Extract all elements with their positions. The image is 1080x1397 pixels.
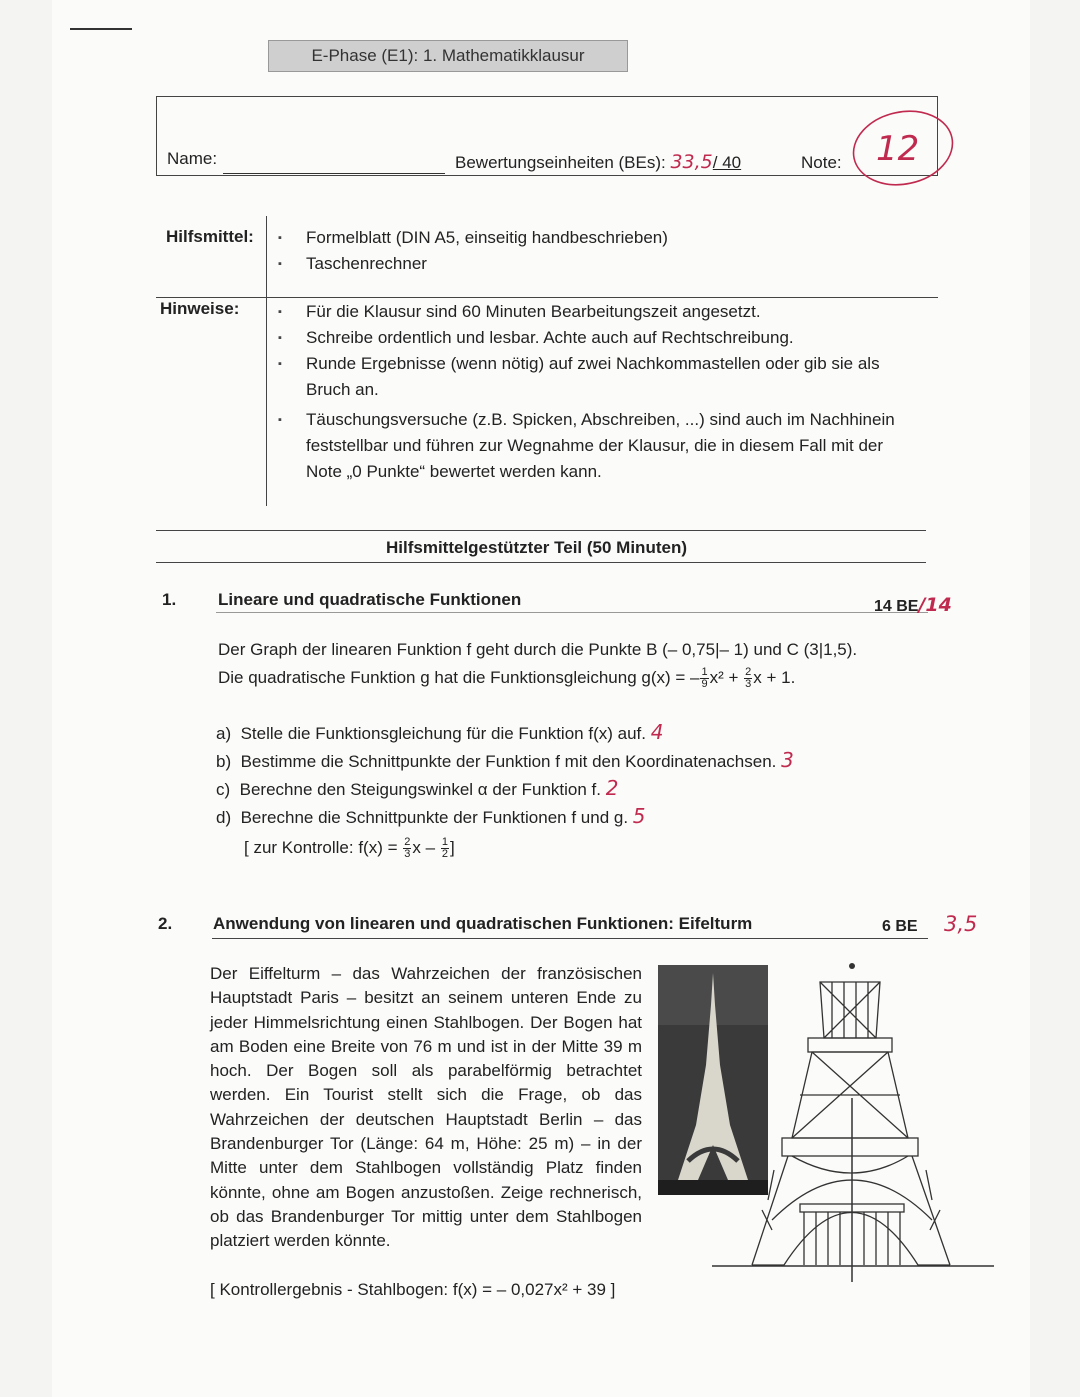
divider bbox=[156, 297, 938, 298]
be-score-handwritten: 33,5 bbox=[670, 151, 713, 173]
fraction: $\frac{2}{3}$ bbox=[404, 836, 411, 861]
be-label: Bewertungseinheiten (BEs): bbox=[455, 153, 666, 172]
hilfsmittel-item: ▪ Formelblatt (DIN A5, einseitig handbeschrieben) bbox=[270, 225, 920, 251]
task1-title: Lineare und quadratische Funktionen bbox=[218, 590, 522, 609]
task2-be: 6 BE bbox=[882, 918, 918, 935]
corner-mark bbox=[70, 28, 132, 30]
task1-be bbox=[874, 594, 952, 616]
task2-rule bbox=[212, 938, 928, 939]
divider bbox=[156, 562, 926, 563]
hilfsmittel-list bbox=[270, 225, 920, 277]
be-field bbox=[455, 151, 741, 173]
task1-line1: Der Graph der linearen Funktion f geht durch die Punkte B (– 0,75|– 1) und C (3|1,5). bbox=[218, 640, 858, 659]
task1-line2-pre: Die quadratische Funktion g hat die Funktionsgleichung g(x) = – bbox=[218, 668, 700, 687]
part-b-score: 3 bbox=[781, 748, 794, 772]
section-title: Hilfsmittelgestützter Teil (50 Minuten) bbox=[386, 538, 687, 557]
grade-circle bbox=[848, 108, 958, 188]
task2-be-score: 3,5 bbox=[944, 912, 978, 936]
task1-part-a: a) Stelle die Funktionsgleichung für die Funktion f(x) auf. 4 bbox=[216, 720, 664, 744]
exam-title: E-Phase (E1): 1. Mathematikklausur bbox=[268, 40, 628, 72]
task1-part-c: c) Berechne den Steigungswinkel α der Funktion f. 2 bbox=[216, 776, 619, 800]
hinweise-label: Hinweise: bbox=[160, 299, 240, 318]
task2-title: Anwendung von linearen und quadratischen Funktionen: Eifelturm bbox=[213, 914, 753, 933]
name-label: Name: bbox=[167, 149, 218, 168]
hinweise-item: ▪ Runde Ergebnisse (wenn nötig) auf zwei Nachkommastellen oder gib sie als Bruch an. bbox=[270, 351, 910, 403]
part-d-score: 5 bbox=[632, 804, 646, 828]
eiffel-arch-drawing bbox=[712, 960, 994, 1285]
task2-control: [ Kontrollergebnis - Stahlbogen: f(x) = – 0,027x² + 39 ] bbox=[210, 1280, 616, 1299]
part-a-score: 4 bbox=[650, 720, 664, 744]
part-c-score: 2 bbox=[605, 776, 619, 800]
divider bbox=[156, 530, 926, 531]
task1-rule bbox=[216, 612, 928, 613]
fraction: $\frac{1}{2}$ bbox=[441, 836, 448, 861]
task1-part-b: b) Bestimme die Schnittpunkte der Funktion f mit den Koordinatenachsen. 3 bbox=[216, 748, 794, 772]
task1-be-label: 14 BE bbox=[874, 598, 919, 615]
be-total: / 40 bbox=[712, 153, 742, 172]
hilfsmittel-label: Hilfsmittel: bbox=[166, 227, 254, 246]
fraction: $\frac{1}{9}$ bbox=[701, 666, 708, 691]
name-line bbox=[223, 173, 445, 174]
name-score-box bbox=[156, 96, 938, 176]
hinweise-item: ▪ Für die Klausur sind 60 Minuten Bearbeitungszeit angesetzt. bbox=[270, 299, 910, 325]
task2-text: Der Eiffelturm – das Wahrzeichen der französischen Hauptstadt Paris – besitzt an seinem unteren Ende zu jeder Himmelsrichtung einen Stahlbogen. Der Bogen hat am Boden eine Breite von 76 m und ist in der Mitte 39 m hoch. Der Bogen soll als parabelförmig betrachtet werden. Ein Tourist stellt sich die Frage, ob das Wahrzeichen der deutschen Hauptstadt Berlin – das Brandenburger Tor (Länge: 64 m, Höhe: 25 m) – in der Mitte unter dem Stahlbogen vollständig Platz finden könnte, ohne am Bogen anzustoßen. Zeige rechnerisch, ob das Brandenburger Tor mittig unter dem Stahlbogen platziert werden könnte. bbox=[210, 964, 642, 1251]
note-label: Note: bbox=[801, 153, 842, 172]
hinweise-list bbox=[270, 299, 910, 485]
hinweise-item: ▪ Täuschungsversuche (z.B. Spicken, Abschreiben, ...) sind auch im Nachhinein feststellbar und führen zur Wegnahme der Klausur, die in diesem Fall mit der Note „0 Punkte“ bewertet werden kann. bbox=[270, 407, 910, 485]
task1-line2 bbox=[218, 664, 795, 692]
grade-value: 12 bbox=[876, 129, 920, 169]
task2-number: 2. bbox=[158, 914, 173, 933]
fraction: $\frac{2}{3}$ bbox=[745, 666, 752, 691]
task1-number: 1. bbox=[162, 590, 177, 609]
task1-line2-mid2: x + 1. bbox=[753, 668, 796, 687]
task1-line2-mid1: x² + bbox=[709, 668, 739, 687]
task1-control: [ zur Kontrolle: f(x) = $\frac{2}{3}$ x – $\frac{1}{2}$ ] bbox=[244, 836, 455, 861]
label-divider bbox=[266, 216, 267, 506]
hinweise-item: ▪ Schreibe ordentlich und lesbar. Achte auch auf Rechtschreibung. bbox=[270, 325, 910, 351]
task1-part-d: d) Berechne die Schnittpunkte der Funktionen f und g. 5 bbox=[216, 804, 646, 828]
task1-be-score: /14 bbox=[918, 594, 952, 616]
hilfsmittel-item: ▪ Taschenrechner bbox=[270, 251, 920, 277]
